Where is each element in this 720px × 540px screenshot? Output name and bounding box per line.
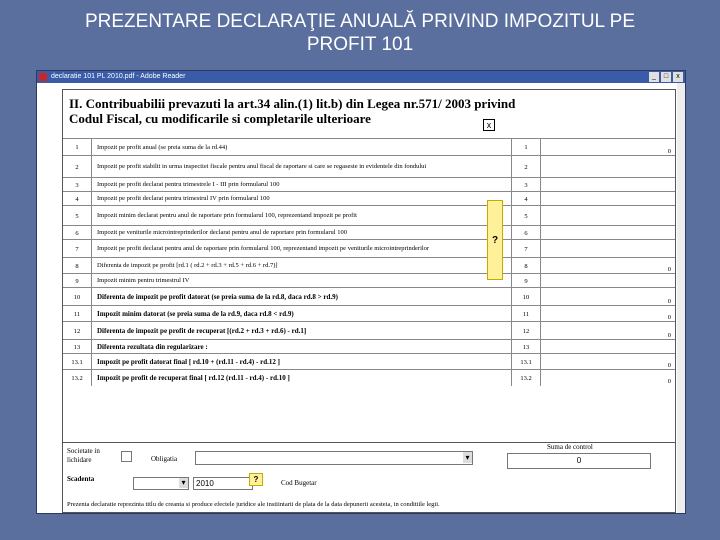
row-value-field[interactable]: 0	[667, 266, 671, 273]
row-number: 2	[63, 156, 92, 178]
row-code: 5	[511, 206, 541, 226]
table-row	[63, 287, 675, 306]
vertical-scrollbar[interactable]	[677, 83, 685, 513]
due-date-label: Scadenta	[67, 475, 95, 483]
row-label: Impozit pe veniturile microintreprinderilor declarat pentru anul de raportare prin formularul 100	[97, 229, 347, 236]
row-label: Diferenta de impozit pe profit datorat (se preia suma de la rd.8, daca rd.8 > rd.9)	[97, 293, 338, 301]
obligation-label: Obligatia	[151, 455, 178, 463]
row-label: Impozit pe profit de recuperat final [ rd.12 (rd.11 - rd.4) - rd.10 ]	[97, 374, 290, 382]
help-button[interactable]: ?	[487, 200, 503, 280]
row-code: 4	[511, 192, 541, 206]
adobe-reader-icon	[39, 73, 47, 81]
row-number: 3	[63, 178, 92, 192]
table-row	[63, 138, 675, 156]
help-button-bottom[interactable]: ?	[249, 473, 263, 486]
row-number: 7	[63, 240, 92, 258]
row-number: 9	[63, 274, 92, 288]
window-title: declaratie 101 PL 2010.pdf - Adobe Reader	[51, 73, 186, 80]
checksum-label: Suma de control	[547, 443, 593, 451]
section-heading-line1: II. Contribuabilii prevazuti la art.34 alin.(1) lit.b) din Legea nr.571/ 2003 privind	[69, 96, 516, 111]
table-row	[63, 177, 675, 192]
table-row	[63, 353, 675, 370]
row-number: 5	[63, 206, 92, 226]
row-number: 12	[63, 322, 92, 340]
row-number: 8	[63, 258, 92, 274]
row-label: Impozit minim declarat pentru anul de raportare prin formularul 100, reprezentand impozit pe profit	[97, 212, 357, 219]
row-number: 13.2	[63, 370, 92, 386]
row-number: 10	[63, 288, 92, 306]
table-row	[63, 305, 675, 322]
close-button[interactable]: x	[673, 72, 683, 82]
table-row	[63, 191, 675, 206]
row-label: Diferenta rezultata din regularizare :	[97, 343, 208, 351]
row-value-field[interactable]: 0	[667, 148, 671, 155]
chevron-down-icon: ▾	[179, 478, 188, 488]
row-label: Impozit pe profit declarat pentru trimestrele I - III prin formularul 100	[97, 181, 280, 188]
form-page	[62, 89, 676, 513]
row-label: Diferenta de impozit pe profit [rd.1 ( rd.2 + rd.3 + rd.5 + rd.6 + rd.7)]	[97, 262, 278, 269]
maximize-button[interactable]: □	[661, 72, 671, 82]
table-row	[63, 155, 675, 178]
row-value-field[interactable]: 0	[667, 378, 671, 385]
table-row	[63, 257, 675, 274]
row-label: Impozit pe profit stabilit in urma inspectiei fiscale pentru anul fiscal de raportare si care se regaseste in evidentele din fondului	[97, 163, 427, 170]
row-code: 13.1	[511, 354, 541, 370]
slide-title-line1: PREZENTARE DECLARAŢIE ANUALĂ PRIVIND IMPOZITUL PE	[84, 11, 636, 32]
section-checkbox[interactable]: x	[483, 119, 495, 131]
row-label: Impozit minim datorat (se preia suma de la rd.9, daca rd.8 < rd.9)	[97, 310, 294, 318]
row-label: Impozit pe profit anual (se preia suma de la rd.44)	[97, 143, 228, 151]
due-date-select[interactable]	[133, 477, 189, 490]
row-label: Impozit pe profit declarat pentru trimestrul IV prin formularul 100	[97, 195, 270, 202]
row-code: 13.2	[511, 370, 541, 386]
table-row	[63, 273, 675, 288]
liquidation-checkbox[interactable]	[121, 451, 132, 462]
row-label: Diferenta de impozit pe profit de recuperat [(rd.2 + rd.3 + rd.6) - rd.1]	[97, 327, 307, 335]
row-value-field[interactable]: 0	[667, 314, 671, 321]
obligation-select[interactable]	[195, 451, 473, 465]
row-code: 7	[511, 240, 541, 258]
row-code: 9	[511, 274, 541, 288]
reader-window	[36, 70, 686, 514]
liquidation-label-line2: lichidare	[67, 456, 92, 464]
row-code: 13	[511, 340, 541, 354]
row-number: 13.1	[63, 354, 92, 370]
table-row	[63, 225, 675, 240]
row-number: 13	[63, 340, 92, 354]
row-value-field[interactable]: 0	[667, 298, 671, 305]
row-number: 4	[63, 192, 92, 206]
minimize-button[interactable]: _	[649, 72, 659, 82]
section-heading	[69, 96, 629, 126]
row-code: 6	[511, 226, 541, 240]
table-row	[63, 321, 675, 340]
legal-footer-text: Prezenta declaratie reprezinta titlu de creanta si produce efectele juridice ale instiintarii de plata de la data depunerii acesteia, in conditiile legii.	[67, 501, 440, 508]
checksum-field: 0	[507, 453, 651, 469]
row-code: 2	[511, 156, 541, 178]
budget-code-label: Cod Bugetar	[281, 479, 317, 487]
row-label: Impozit pe profit datorat final [ rd.10 + (rd.11 - rd.4) - rd.12 ]	[97, 358, 280, 366]
form-footer-area	[63, 442, 675, 514]
window-titlebar	[37, 71, 685, 83]
row-label: Impozit pe profit declarat pentru anul de raportare prin formularul 100, reprezentand impozit pe veniturile microintreprinderilor	[97, 245, 430, 252]
table-row	[63, 369, 675, 386]
table-row	[63, 339, 675, 354]
row-code: 1	[511, 139, 541, 156]
row-code: 8	[511, 258, 541, 274]
table-row	[63, 239, 675, 258]
row-value-field[interactable]: 0	[667, 362, 671, 369]
slide-title	[0, 10, 720, 56]
liquidation-label-line1: Societate in	[67, 447, 100, 455]
section-heading-line2: Codul Fiscal, cu modificarile si completarile ulterioare	[69, 111, 371, 126]
year-field[interactable]: 2010	[193, 477, 253, 490]
row-code: 11	[511, 306, 541, 322]
row-number: 1	[63, 139, 92, 156]
row-code: 10	[511, 288, 541, 306]
chevron-down-icon: ▾	[463, 452, 472, 463]
row-code: 12	[511, 322, 541, 340]
slide-title-line2: PROFIT 101	[306, 34, 414, 55]
row-number: 11	[63, 306, 92, 322]
row-code: 3	[511, 178, 541, 192]
row-value-field[interactable]: 0	[667, 332, 671, 339]
row-number: 6	[63, 226, 92, 240]
table-row	[63, 205, 675, 226]
row-label: Impozit minim pentru trimestrul IV	[97, 277, 190, 284]
